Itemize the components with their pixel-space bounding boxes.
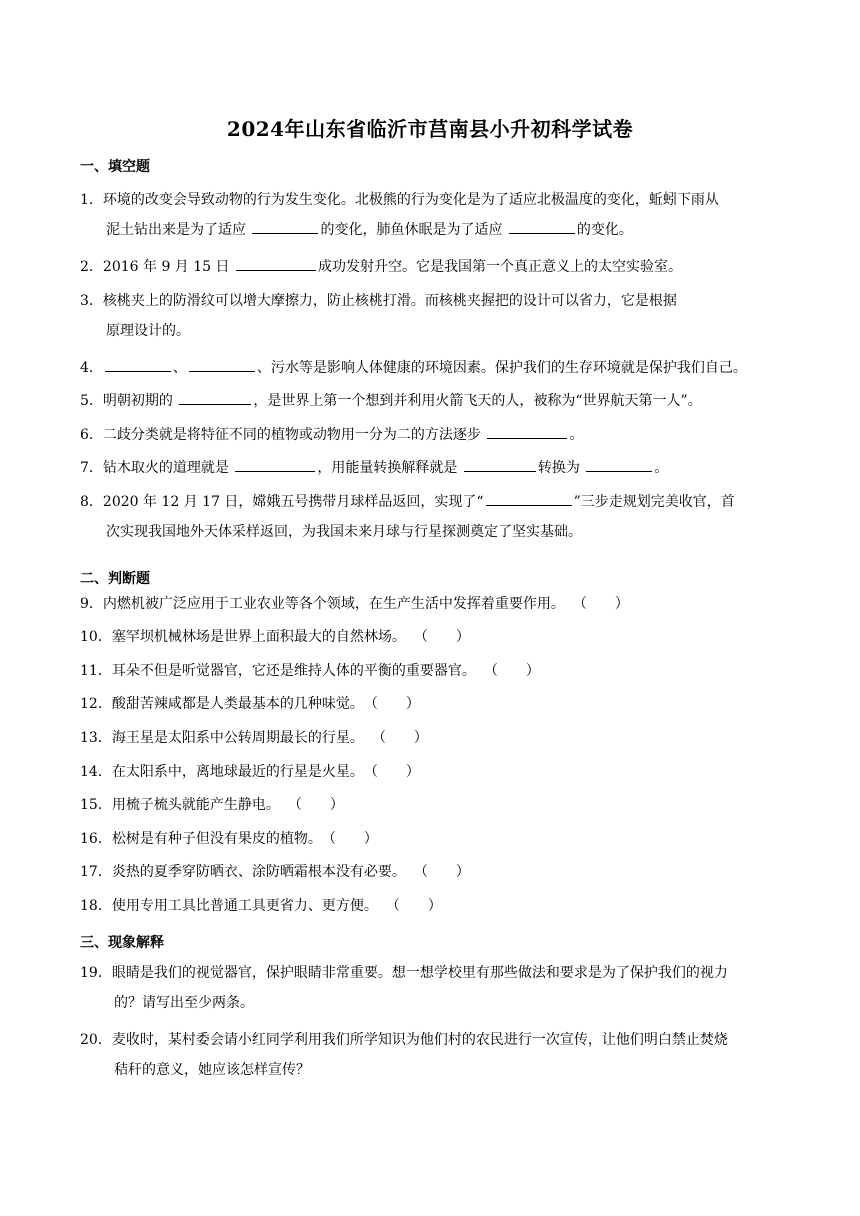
question-text: 酸甜苦辣咸都是人类最基本的几种味觉。 [111,696,364,712]
question-number: 11． [80,663,112,679]
question-number: 9． [80,596,103,612]
answer-blank[interactable] [464,455,536,472]
question-text: 2020 年 12 月 17 日，嫦娥五号携带月球样品返回，实现了“ [102,494,484,510]
question-text: 的变化，肺鱼休眠是为了适应 [320,222,507,238]
exam-title: 2024年山东省临沂市莒南县小升初科学试卷 [226,117,634,141]
question-text: 耳朵不但是听觉器官，它还是维持人体的平衡的重要器官。 [111,663,476,679]
question-text: 、污水等是影响人体健康的环境因素。保护我们的生存环境就是保护我们自己。 [256,360,747,376]
question-text: 海王星是太阳系中公转周期最长的行星。 [111,730,364,746]
question-text: 环境的改变会导致动物的行为发生变化。北极熊的行为变化是为了适应北极温度的变化，蚯蚓下雨从 [102,192,719,208]
question-number: 1． [80,192,103,208]
answer-parentheses[interactable]: （ ） [287,797,344,813]
question-7 [80,453,780,483]
question-text: 内燃机被广泛应用于工业农业等各个领域，在生产生活中发挥着重要作用。 [102,596,565,612]
question-text: ，用能量转换解释就是 [317,460,462,476]
question-text: 二歧分类就是将特征不同的植物或动物用一分为二的方法逐步 [102,427,486,443]
answer-parentheses[interactable]: （ ） [363,696,420,712]
question-text: 松树是有种子但没有果皮的植物。 [111,831,322,847]
question-text: 炎热的夏季穿防晒衣、涂防晒霜根本没有必要。 [111,864,406,880]
question-number: 19． [80,965,112,981]
answer-parentheses[interactable]: （ ） [413,629,470,645]
question-15 [80,790,780,820]
question-number: 3． [80,293,103,309]
question-text: 在太阳系中，离地球最近的行星是火星。 [111,764,364,780]
question-10 [80,622,780,652]
answer-parentheses[interactable]: （ ） [385,898,442,914]
question-number: 10． [80,629,112,645]
question-number: 16． [80,831,112,847]
question-number: 14． [80,764,112,780]
question-16 [80,824,780,854]
question-text: 使用专用工具比普通工具更省力、更方便。 [111,898,378,914]
question-2 [80,252,780,282]
question-text-line2: 次实现我国地外天体采样返回，为我国未来月球与行星探测奠定了坚实基础。 [106,524,582,540]
question-text: 、 [172,360,187,376]
question-number: 15． [80,797,112,813]
question-text: 成功发射升空。它是我国第一个真正意义上的太空实验室。 [317,259,682,275]
question-6 [80,420,780,450]
question-13 [80,723,780,753]
question-number: 12． [80,696,112,712]
answer-blank[interactable] [179,388,251,405]
answer-blank[interactable] [486,489,572,506]
question-number: 6． [80,427,103,443]
question-9 [80,589,780,619]
question-text: 泥土钻出来是为了适应 [106,222,251,238]
answer-blank[interactable] [189,355,255,372]
question-number: 5． [80,393,103,409]
answer-blank[interactable] [235,455,315,472]
section-fill-in: 一、填空题 [80,159,150,175]
question-14 [80,757,780,787]
question-12 [80,689,780,719]
answer-blank[interactable] [252,217,318,234]
question-number: 17． [80,864,112,880]
question-3 [80,286,780,346]
question-number: 4． [80,360,103,376]
question-text: 2016 年 9 月 15 日 [102,259,234,275]
answer-parentheses[interactable]: （ ） [363,764,420,780]
answer-blank[interactable] [586,455,652,472]
question-text: 用梳子梳头就能产生静电。 [111,797,280,813]
question-text: 核桃夹上的防滑纹可以增大摩擦力，防止核桃打滑。而核桃夹握把的设计可以省力，它是根据 [102,293,677,309]
section-true-false: 二、判断题 [80,571,150,587]
answer-parentheses[interactable]: （ ） [483,663,540,679]
question-number: 18． [80,898,112,914]
question-text: 眼睛是我们的视觉器官，保护眼睛非常重要。想一想学校里有那些做法和要求是为了保护我们的视力 [111,965,728,981]
question-17 [80,857,780,887]
question-number: 20． [80,1032,112,1048]
question-text-line2: 原理设计的。 [106,323,190,339]
answer-blank[interactable] [509,217,575,234]
question-18 [80,891,780,921]
question-text: 。 [569,427,584,443]
question-text: 麦收时，某村委会请小红同学利用我们所学知识为他们村的农民进行一次宣传，让他们明白禁止焚烧 [111,1032,728,1048]
question-text: 塞罕坝机械林场是世界上面积最大的自然林场。 [111,629,406,645]
question-text-line2: 的？请写出至少两条。 [114,995,254,1011]
question-text: 。 [654,460,669,476]
question-number: 8． [80,494,103,510]
question-text: 明朝初期的 [102,393,178,409]
question-text: ”三步走规划完美收官，首 [573,494,735,510]
answer-blank[interactable] [236,254,316,271]
question-text: 钻木取火的道理就是 [102,460,234,476]
answer-blank[interactable] [105,355,171,372]
question-text: 转换为 [537,460,585,476]
question-1 [80,185,780,245]
question-19 [80,958,780,1018]
question-text: ，是世界上第一个想到并利用火箭飞天的人，被称为“世界航天第一人”。 [253,393,702,409]
question-5 [80,386,780,416]
question-number: 7． [80,460,103,476]
question-text-line2 [80,215,780,245]
question-11 [80,656,780,686]
question-8 [80,487,780,547]
answer-parentheses[interactable]: （ ） [371,730,428,746]
answer-parentheses[interactable]: （ ） [413,864,470,880]
answer-parentheses[interactable]: （ ） [321,831,378,847]
answer-parentheses[interactable]: （ ） [572,596,629,612]
question-4 [80,353,780,383]
section-explanation: 三、现象解释 [80,935,164,951]
question-number: 13． [80,730,112,746]
question-text: 的变化。 [576,222,633,238]
answer-blank[interactable] [487,422,567,439]
question-20 [80,1025,780,1085]
question-text-line2: 秸秆的意义，她应该怎样宣传？ [114,1062,310,1078]
question-number: 2． [80,259,103,275]
